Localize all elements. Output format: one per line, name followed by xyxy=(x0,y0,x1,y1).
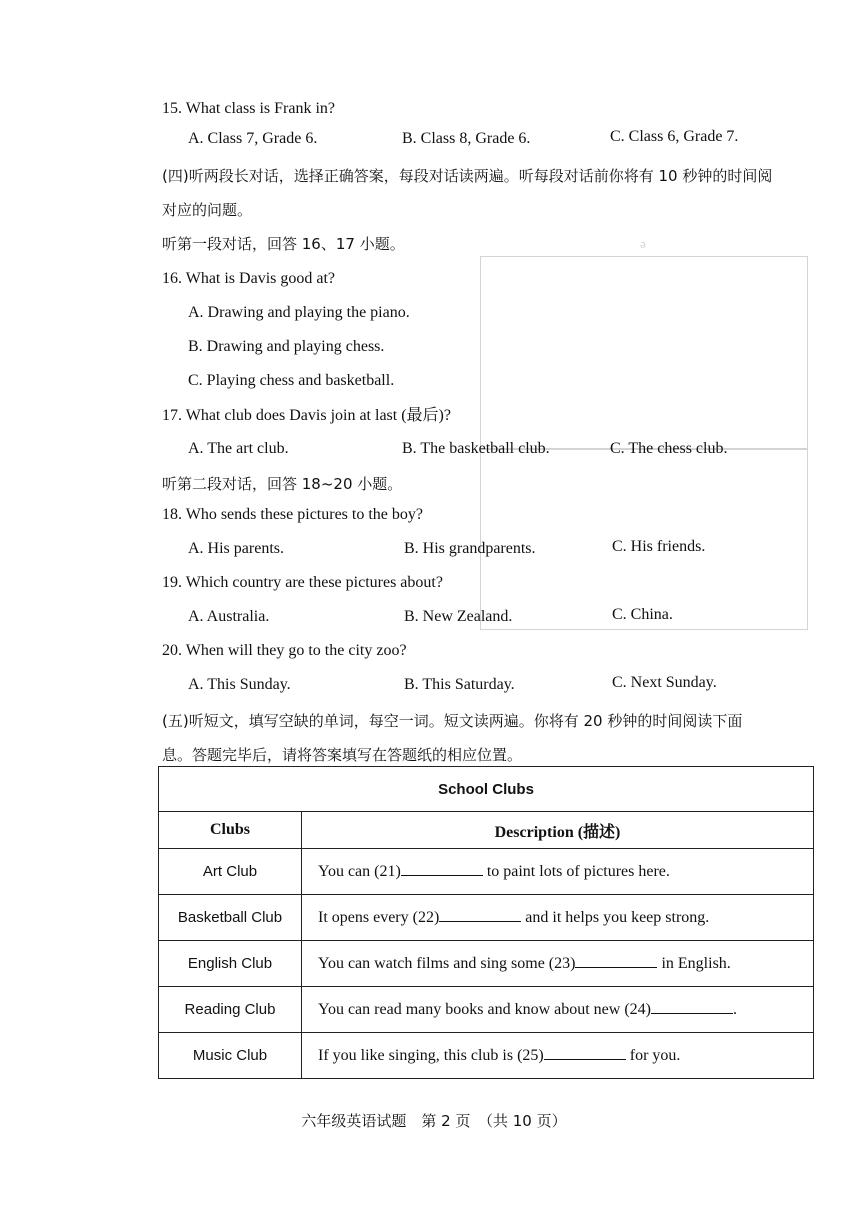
description-text: for you. xyxy=(625,1046,681,1064)
answer-blank-23 xyxy=(575,966,657,968)
club-name: Art Club xyxy=(159,849,302,895)
club-name: Basketball Club xyxy=(159,895,302,941)
table-row xyxy=(159,849,814,895)
q20-option-c: C. Next Sunday. xyxy=(612,674,717,691)
description-text: to paint lots of pictures here. xyxy=(482,862,670,880)
description-text: You can watch films and sing some (23) xyxy=(318,954,576,972)
club-description xyxy=(302,895,814,941)
description-text: . xyxy=(732,1000,737,1018)
description-text: If you like singing, this club is (25) xyxy=(318,1046,544,1064)
q19-option-b: B. New Zealand. xyxy=(404,608,513,625)
school-clubs-table xyxy=(158,766,814,1079)
column-header-description: Description (描述) xyxy=(302,812,814,849)
table-title-row xyxy=(159,767,814,812)
question-16: 16. What is Davis good at? xyxy=(162,270,336,287)
q18-option-c: C. His friends. xyxy=(612,538,706,555)
club-description xyxy=(302,849,814,895)
q19-option-a: A. Australia. xyxy=(188,608,270,625)
answer-blank-25 xyxy=(544,1058,626,1060)
table-row xyxy=(159,987,814,1033)
question-19: 19. Which country are these pictures about? xyxy=(162,574,443,591)
table-title: School Clubs xyxy=(159,767,814,812)
q17-option-b: B. The basketball club. xyxy=(402,440,550,457)
club-description xyxy=(302,1033,814,1079)
q15-option-b: B. Class 8, Grade 6. xyxy=(402,130,531,147)
q16-option-b: B. Drawing and playing chess. xyxy=(188,338,385,355)
q15-option-a: A. Class 7, Grade 6. xyxy=(188,130,318,147)
table-row xyxy=(159,895,814,941)
description-text: It opens every (22) xyxy=(318,908,440,926)
page-footer: 六年级英语试题 第 2 页 （共 10 页） xyxy=(301,1112,567,1130)
description-text: and it helps you keep strong. xyxy=(521,908,710,926)
dialogue-1-intro: 听第一段对话，回答 16、17 小题。 xyxy=(162,235,405,253)
bleed-through-mark: ǝ xyxy=(640,236,646,251)
answer-blank-21 xyxy=(401,874,483,876)
question-15: 15. What class is Frank in? xyxy=(162,100,336,117)
q16-option-c: C. Playing chess and basketball. xyxy=(188,372,395,389)
question-17: 17. What club does Davis join at last (最后)? xyxy=(162,407,451,424)
q16-option-a: A. Drawing and playing the piano. xyxy=(188,304,410,321)
answer-blank-24 xyxy=(651,1012,733,1014)
table-header-row xyxy=(159,812,814,849)
q17-option-c: C. The chess club. xyxy=(610,440,728,457)
table-row xyxy=(159,941,814,987)
club-description xyxy=(302,941,814,987)
question-20: 20. When will they go to the city zoo? xyxy=(162,642,407,659)
q19-option-c: C. China. xyxy=(612,606,673,623)
section-5-instruction-cont: 息。答题完毕后，请将答案填写在答题纸的相应位置。 xyxy=(162,746,523,764)
question-18: 18. Who sends these pictures to the boy? xyxy=(162,506,423,523)
q20-option-b: B. This Saturday. xyxy=(404,676,515,693)
club-name: English Club xyxy=(159,941,302,987)
q15-option-c: C. Class 6, Grade 7. xyxy=(610,128,739,145)
description-text: in English. xyxy=(657,954,731,972)
table-row xyxy=(159,1033,814,1079)
q20-option-a: A. This Sunday. xyxy=(188,676,291,693)
club-name: Music Club xyxy=(159,1033,302,1079)
section-4-instruction-cont: 对应的问题。 xyxy=(162,201,253,219)
dialogue-2-intro: 听第二段对话，回答 18~20 小题。 xyxy=(162,475,403,493)
section-5-instruction: (五)听短文，填写空缺的单词，每空一词。短文读两遍。你将有 20 秒钟的时间阅读下面 xyxy=(162,712,743,730)
club-name: Reading Club xyxy=(159,987,302,1033)
q18-option-b: B. His grandparents. xyxy=(404,540,536,557)
description-text: You can read many books and know about new (24) xyxy=(318,1000,651,1018)
section-4-instruction: (四)听两段长对话，选择正确答案，每段对话读两遍。听每段对话前你将有 10 秒钟的时间阅 xyxy=(162,167,773,185)
answer-blank-22 xyxy=(439,920,521,922)
q18-option-a: A. His parents. xyxy=(188,540,284,557)
club-description xyxy=(302,987,814,1033)
q17-option-a: A. The art club. xyxy=(188,440,289,457)
description-text: You can (21) xyxy=(318,862,401,880)
column-header-clubs: Clubs xyxy=(159,812,302,849)
